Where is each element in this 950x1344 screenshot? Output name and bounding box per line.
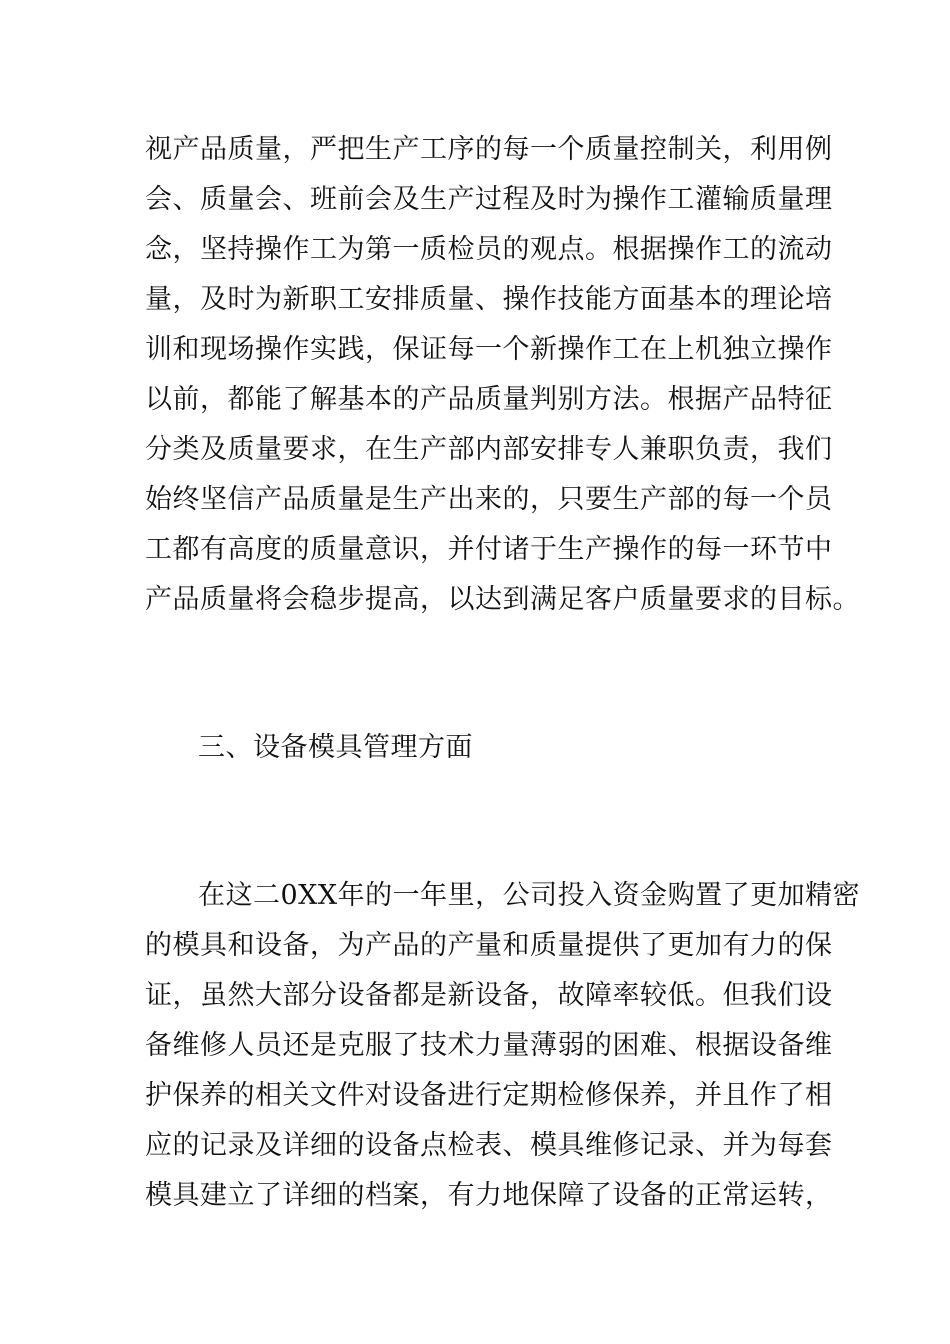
text-line: 以前，都能了解基本的产品质量判别方法。根据产品特征: [145, 384, 833, 415]
text-line: 备维修人员还是克服了技术力量薄弱的困难、根据设备维: [145, 1030, 833, 1061]
section-heading: 三、设备模具管理方面: [198, 732, 473, 763]
text-line: 在这二0XX年的一年里，公司投入资金购置了更加精密: [198, 880, 861, 911]
text-line: 的模具和设备，为产品的产量和质量提供了更加有力的保: [145, 930, 833, 961]
text-line: 工都有高度的质量意识，并付诸于生产操作的每一环节中: [145, 534, 833, 565]
text-line: 视产品质量，严把生产工序的每一个质量控制关，利用例: [145, 134, 833, 165]
text-line: 分类及质量要求，在生产部内部安排专人兼职负责，我们: [145, 434, 833, 465]
text-line: 护保养的相关文件对设备进行定期检修保养，并且作了相: [145, 1080, 833, 1111]
text-line: 量，及时为新职工安排质量、操作技能方面基本的理论培: [145, 284, 833, 315]
text-line: 始终坚信产品质量是生产出来的，只要生产部的每一个员: [145, 484, 833, 515]
text-line: 产品质量将会稳步提高，以达到满足客户质量要求的目标。: [145, 584, 860, 615]
text-line: 模具建立了详细的档案，有力地保障了设备的正常运转，: [145, 1180, 833, 1211]
text-line: 会、质量会、班前会及生产过程及时为操作工灌输质量理: [145, 184, 833, 215]
text-line: 证，虽然大部分设备都是新设备，故障率较低。但我们设: [145, 980, 833, 1011]
text-line: 应的记录及详细的设备点检表、模具维修记录、并为每套: [145, 1130, 833, 1161]
text-line: 训和现场操作实践，保证每一个新操作工在上机独立操作: [145, 334, 833, 365]
text-line: 念，坚持操作工为第一质检员的观点。根据操作工的流动: [145, 234, 833, 265]
